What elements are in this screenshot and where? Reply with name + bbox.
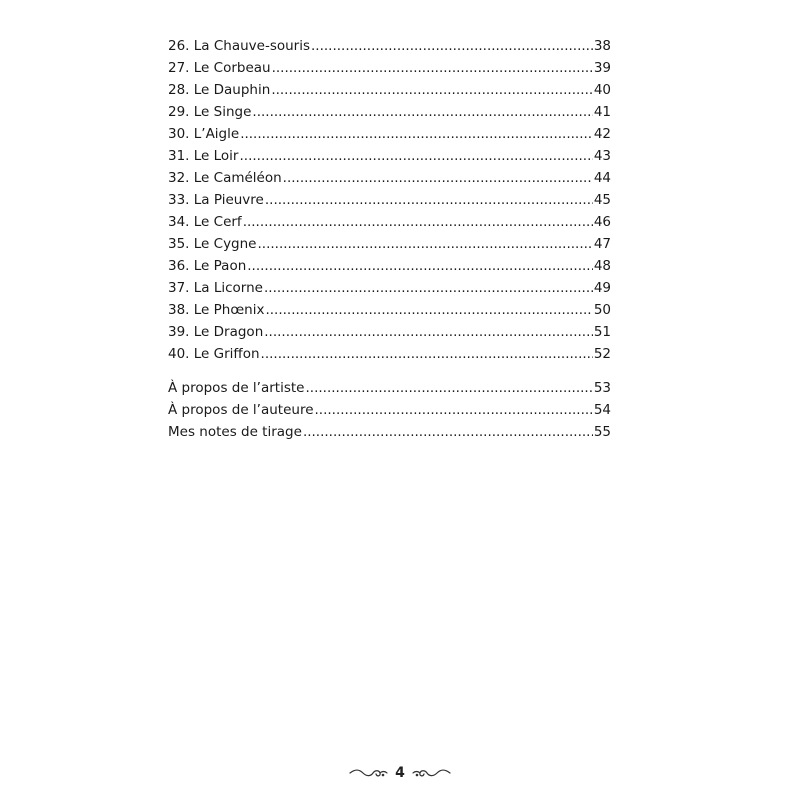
toc-entry[interactable] [168,277,611,299]
toc-entry[interactable] [168,321,611,343]
dot-leader [264,277,593,299]
toc-entry-label: 26. La Chauve-souris [168,38,311,54]
toc-entry-label: Mes notes de tirage [168,424,302,440]
toc-entry-page: 39 [593,60,611,76]
toc-entry-label: 28. Le Dauphin [168,82,271,98]
toc-entry-page: 46 [593,214,611,230]
toc-entry[interactable] [168,123,611,145]
dot-leader [311,35,593,57]
toc-entry-page: 41 [593,104,611,120]
toc-entry[interactable] [168,167,611,189]
toc-entry[interactable] [168,343,611,365]
toc-entry-label: À propos de l’artiste [168,380,305,396]
toc-entry[interactable] [168,57,611,79]
toc-entry-label: 35. Le Cygne [168,236,257,252]
toc-entry-label: 36. Le Paon [168,258,247,274]
toc-entry[interactable] [168,421,611,443]
toc-entry[interactable] [168,377,611,399]
toc-entry-label: 29. Le Singe [168,104,252,120]
toc-entry-page: 54 [593,402,611,418]
dot-leader [252,101,592,123]
toc-entry-label: 31. Le Loir [168,148,239,164]
toc-entry-page: 55 [593,424,611,440]
toc-entry-page: 51 [593,324,611,340]
toc-entry[interactable] [168,79,611,101]
dot-leader [240,145,593,167]
dot-leader [243,211,593,233]
dot-leader [271,79,593,101]
toc-entry-label: 33. La Pieuvre [168,192,264,208]
flourish-right-icon [411,766,451,780]
toc-entry[interactable] [168,399,611,421]
toc-entry-page: 38 [593,38,611,54]
dot-leader [305,377,592,399]
toc-entry-label: 27. Le Corbeau [168,60,271,76]
dot-leader [303,421,593,443]
page-footer [0,763,800,783]
toc-entry[interactable] [168,35,611,57]
toc-entry-page: 53 [593,380,611,396]
dot-leader [261,343,593,365]
toc-entry[interactable] [168,233,611,255]
dot-leader [264,321,593,343]
dot-leader [315,399,593,421]
toc-entry-page: 44 [593,170,611,186]
toc-entry-label: À propos de l’auteure [168,402,314,418]
flourish-left-icon [349,766,389,780]
toc-entry-page: 42 [593,126,611,142]
dot-leader [258,233,593,255]
toc-entry-label: 34. Le Cerf [168,214,242,230]
table-of-contents [168,35,611,443]
toc-entry[interactable] [168,299,611,321]
toc-entry-page: 43 [593,148,611,164]
toc-entry-page: 50 [593,302,611,318]
toc-entry-label: 37. La Licorne [168,280,263,296]
toc-entry-page: 48 [593,258,611,274]
toc-entry-page: 40 [593,82,611,98]
toc-entry-page: 49 [593,280,611,296]
section-gap [168,365,611,377]
dot-leader [265,189,593,211]
toc-entry-page: 47 [593,236,611,252]
toc-entry[interactable] [168,101,611,123]
toc-entries [168,35,611,365]
toc-appendix [168,377,611,443]
toc-entry-label: 32. Le Caméléon [168,170,282,186]
dot-leader [272,57,593,79]
toc-entry-page: 52 [593,346,611,362]
toc-entry-label: 38. Le Phœnix [168,302,265,318]
dot-leader [240,123,593,145]
toc-entry-label: 40. Le Griffon [168,346,260,362]
toc-entry[interactable] [168,211,611,233]
dot-leader [283,167,593,189]
toc-entry[interactable] [168,189,611,211]
page-number: 4 [395,765,405,781]
toc-entry[interactable] [168,255,611,277]
dot-leader [265,299,592,321]
dot-leader [247,255,593,277]
toc-entry-label: 39. Le Dragon [168,324,264,340]
toc-entry-label: 30. L’Aigle [168,126,240,142]
toc-entry[interactable] [168,145,611,167]
toc-entry-page: 45 [593,192,611,208]
